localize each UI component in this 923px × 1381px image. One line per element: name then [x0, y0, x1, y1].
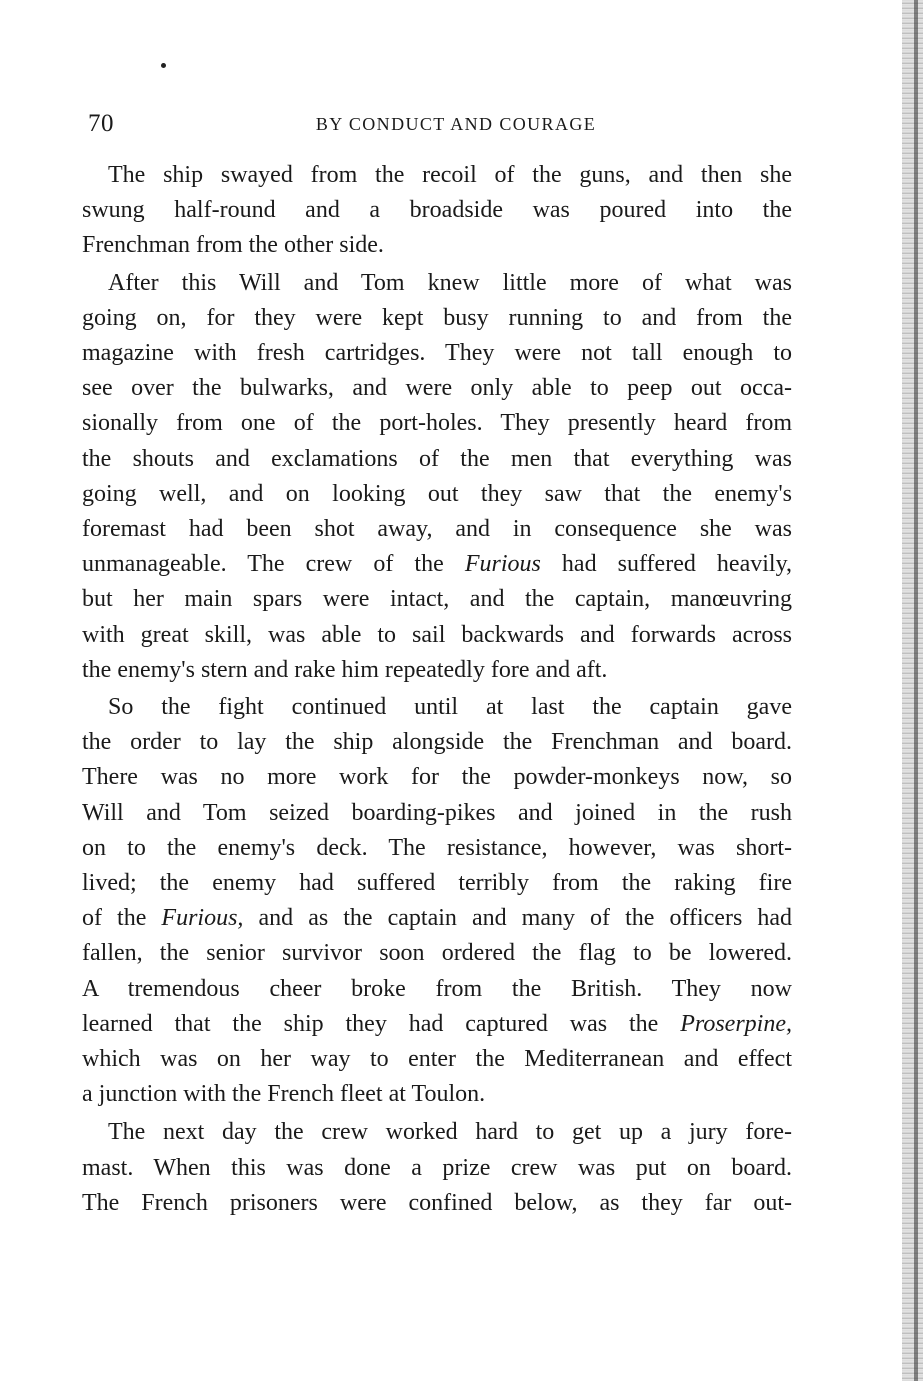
paragraph-1 — [82, 158, 792, 264]
ship-name-italic: Furious, — [161, 905, 244, 932]
page-header — [88, 110, 800, 140]
text-line: There was no more work for the powder-monkeys now, so — [82, 764, 792, 791]
text-line — [82, 901, 792, 936]
text-line: going well, and on looking out they saw that the enemy's — [82, 480, 792, 507]
text-line: A tremendous cheer broke from the British. They now — [82, 975, 792, 1002]
paragraph-2 — [82, 266, 792, 688]
text-line: mast. When this was done a prize crew was put on board. — [82, 1154, 792, 1181]
text-line: Frenchman from the other side. — [82, 232, 384, 259]
text-line: The French prisoners were confined below, as they far out- — [82, 1189, 792, 1216]
paragraph-4 — [82, 1115, 792, 1221]
text-line: see over the bulwarks, and were only able to peep out occa- — [82, 375, 792, 402]
text-segment: unmanageable. The crew of the — [82, 551, 465, 578]
text-line: After this Will and Tom knew little more of what was — [108, 269, 792, 296]
running-title: BY CONDUCT AND COURAGE — [315, 114, 597, 134]
text-line: sionally from one of the port-holes. They presently heard from — [82, 410, 792, 437]
text-line: swung half-round and a broadside was poured into the — [82, 197, 792, 224]
text-line: the shouts and exclamations of the men that everything was — [82, 445, 792, 472]
text-line: The next day the crew worked hard to get up a jury fore- — [108, 1119, 792, 1146]
paragraph-3 — [82, 690, 792, 1112]
text-line: going on, for they were kept busy running to and from the — [82, 304, 792, 331]
body-text — [82, 158, 792, 1221]
text-line: the order to lay the ship alongside the Frenchman and board. — [82, 729, 792, 756]
text-line: magazine with fresh cartridges. They were not tall enough to — [82, 340, 792, 367]
text-segment: learned that the ship they had captured was the — [82, 1010, 681, 1037]
ship-name-italic: Furious — [464, 551, 541, 578]
ship-name-italic: Proserpine, — [680, 1010, 792, 1037]
text-segment: of the — [82, 905, 162, 932]
text-line: foremast had been shot away, and in consequence she was — [82, 516, 792, 543]
text-line: the enemy's stern and rake him repeatedly fore and aft. — [82, 656, 608, 683]
text-line: but her main spars were intact, and the captain, manœuvring — [82, 586, 792, 613]
text-line: The ship swayed from the recoil of the guns, and then she — [108, 162, 792, 188]
text-line: which was on her way to enter the Mediterranean and effect — [82, 1046, 792, 1073]
ink-speck — [161, 63, 166, 68]
text-line: a junction with the French fleet at Toulon. — [82, 1081, 486, 1108]
text-segment: had suffered heavily, — [540, 551, 793, 578]
text-line — [82, 1007, 792, 1042]
page-edge-line — [914, 0, 918, 1381]
page-number: 70 — [88, 110, 114, 137]
text-line — [82, 547, 792, 582]
text-line: fallen, the senior survivor soon ordered the flag to be lowered. — [82, 940, 792, 967]
page-edge-shadow — [902, 0, 923, 1381]
text-line: on to the enemy's deck. The resistance, however, was short- — [82, 834, 792, 861]
text-line: lived; the enemy had suffered terribly from the raking fire — [82, 870, 792, 897]
text-line: Will and Tom seized boarding-pikes and joined in the rush — [82, 799, 792, 826]
text-line: with great skill, was able to sail backwards and forwards across — [82, 621, 792, 648]
text-segment: and as the captain and many of the officers had — [243, 905, 792, 932]
text-line: So the fight continued until at last the captain gave — [108, 694, 792, 721]
